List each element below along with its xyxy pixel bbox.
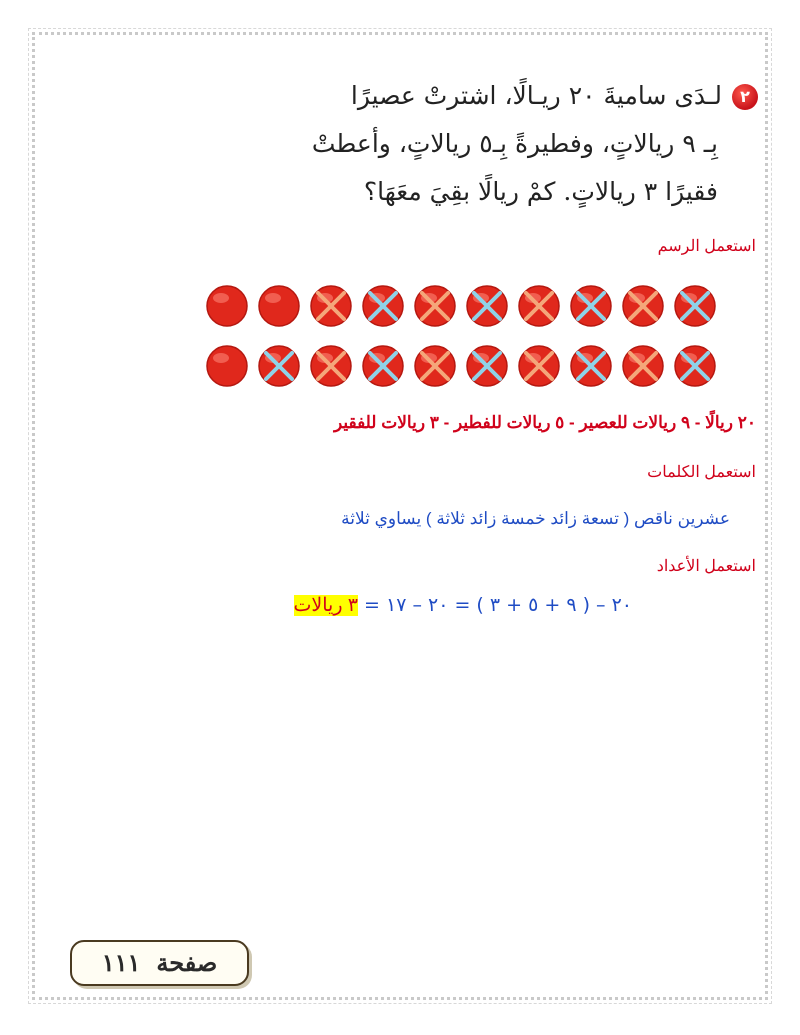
coin [571, 286, 611, 326]
words-sentence: عشرين ناقص ( تسعة زائد خمسة زائد ثلاثة ) يساوي ثلاثة [341, 509, 730, 528]
coin [675, 346, 715, 386]
problem-statement [98, 72, 758, 216]
equation-expression: ٢٠ – ( ٩ + ٥ + ٣ ) = ٢٠ – ١٧ = [358, 594, 632, 616]
coin [311, 286, 351, 326]
coin [623, 286, 663, 326]
drawing-summary: ٢٠ ريالًا - ٩ ريالات للعصير - ٥ ريالات للفطير - ٣ ريالات للفقير [333, 413, 756, 432]
coin [311, 346, 351, 386]
question-number-badge: ٢ [732, 84, 758, 110]
question-line-1 [98, 72, 758, 120]
coin [415, 346, 455, 386]
coin [519, 346, 559, 386]
coin [207, 286, 247, 326]
equation-answer: ٣ ريالات [293, 595, 358, 616]
question-line-2: بِـ ٩ ريالاتٍ، وفطيرةً بِـ٥ ريالاتٍ، وأعطتْ [311, 129, 718, 158]
page-number: ١١١ [101, 948, 141, 977]
coin [415, 286, 455, 326]
numbers-label: استعمل الأعداد [656, 558, 756, 575]
coin [259, 286, 299, 326]
coins-row-2 [205, 344, 725, 388]
coin [467, 286, 507, 326]
coin [467, 346, 507, 386]
question-text-1: لـدَى ساميةَ ٢٠ ريـالًا، اشترتْ عصيرًا [350, 81, 722, 110]
coin [675, 286, 715, 326]
coin [363, 286, 403, 326]
drawing-label: استعمل الرسم [657, 238, 756, 255]
page-label: صفحة [156, 948, 218, 977]
words-label: استعمل الكلمات [647, 464, 756, 481]
page-number-box [70, 940, 249, 986]
coin [623, 346, 663, 386]
coin [363, 346, 403, 386]
coin [571, 346, 611, 386]
question-line-3: فقيرًا ٣ ريالاتٍ. كمْ ريالًا بقِيَ معَهَا؟ [363, 177, 718, 206]
coin [519, 286, 559, 326]
coin [259, 346, 299, 386]
coin [207, 346, 247, 386]
numbers-equation [294, 594, 632, 617]
coins-row-1 [205, 284, 725, 328]
